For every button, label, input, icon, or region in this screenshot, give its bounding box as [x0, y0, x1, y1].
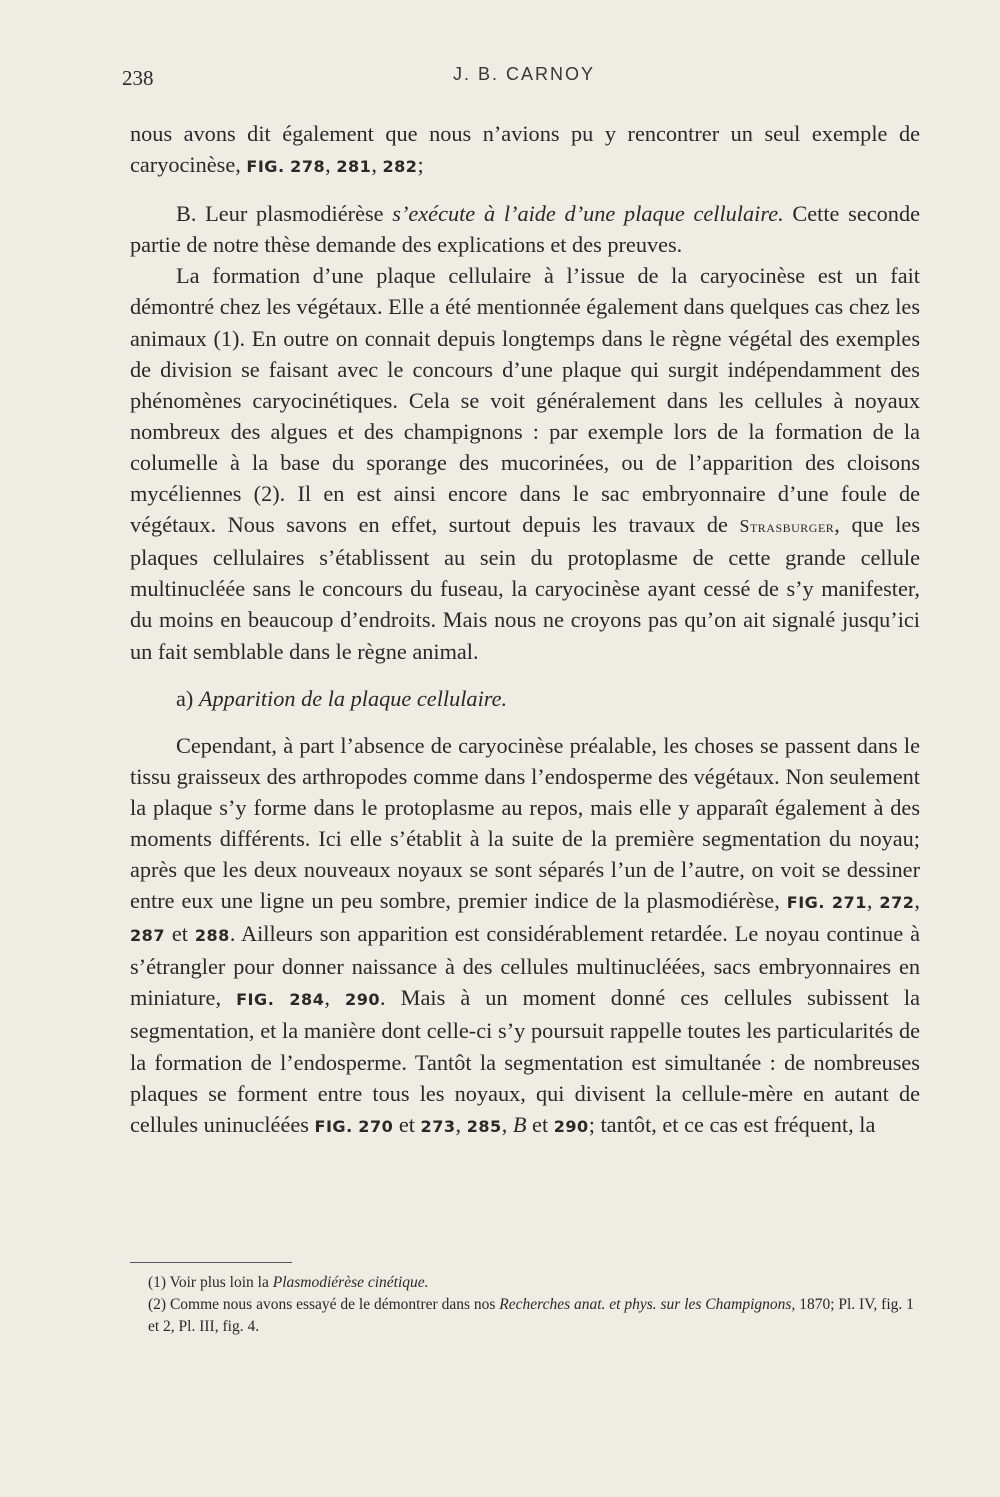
page-header: [122, 62, 920, 92]
text-run: . Mais à un moment donné ces cellules subissent la segmentation, et la manière dont celle-ci s’y poursuit rappelle toutes les particularités de la formation de l’endosperme. Tantôt la segmentation est simultanée : de nombreuses plaques se forment entre tous les noyaux, qui divisent la cellule-mère en autant de cellules uninucléées: [130, 985, 921, 1137]
main-text: [130, 118, 920, 1142]
emphasis-text: Recherches anat. et phys. sur les Champignons,: [499, 1296, 796, 1313]
footnote-2: [130, 1294, 920, 1338]
figure-number: 290: [345, 990, 381, 1010]
text-run: ,: [371, 152, 383, 178]
text-run: Comme nous avons essayé de le démontrer dans nos: [166, 1296, 500, 1313]
paragraph-apparition: [130, 730, 920, 1142]
figure-number: 273: [420, 1116, 456, 1136]
text-run: et: [526, 1111, 554, 1137]
figure-number: 282: [382, 157, 418, 177]
text-run: . Ailleurs son apparition est considérablement retardée. Le noyau continue à s’étrangler pour donner naissance à des cellules multinucléées, sacs embryonnaires en miniature,: [130, 921, 920, 1011]
text-run: Voir plus loin la: [166, 1274, 273, 1291]
text-run: , que les plaques cellulaires s’établissent au sein du protoplasme de cette grande cellule multinucléée sans le concours du fuseau, la caryocinèse ayant cessé de s’y manifester, du moins en beaucoup d’endroits. Mais nous ne croyons pas qu’on ait signalé jusqu’ici un fait semblable dans le règne animal.: [130, 512, 920, 664]
text-run: nous avons dit également que nous n’avions pu y rencontrer un seul exemple de caryocinèse,: [130, 121, 920, 178]
paragraph-cell-plate: [130, 260, 920, 666]
paragraph-thesis-b: [130, 198, 920, 260]
page-number: 238: [122, 66, 154, 90]
text-run: ,: [455, 1111, 467, 1137]
figure-number: 270: [358, 1116, 394, 1136]
section-title: Apparition de la plaque cellulaire.: [198, 685, 508, 711]
text-run: ;: [417, 152, 424, 178]
figure-number: 272: [879, 893, 915, 913]
paragraph-continued: [130, 118, 920, 182]
text-run: ; tantôt, et ce cas est fréquent, la: [588, 1111, 876, 1137]
section-label: a): [176, 685, 199, 711]
spacer: [130, 182, 920, 198]
footnotes: [130, 1272, 920, 1338]
text-run: 1870; Pl. IV, fig. 1 et 2, Pl. III, fig. 4.: [148, 1296, 914, 1335]
figure-ref-label: FIG.: [786, 893, 825, 913]
text-run: ,: [501, 1111, 513, 1137]
text-run: ,: [914, 888, 920, 914]
figure-number: 284: [289, 990, 325, 1010]
figure-number: 271: [831, 893, 867, 913]
figure-number: 290: [553, 1116, 589, 1136]
spacer: [130, 667, 920, 683]
footnote-marker: (1): [148, 1274, 167, 1291]
figure-number: 287: [130, 926, 165, 946]
text-run: Cette seconde partie de notre thèse demande des explications et des preuves.: [130, 201, 920, 258]
emphasis-text: s’exécute à l’aide d’une plaque cellulaire.: [392, 201, 784, 227]
figure-number: 285: [466, 1116, 502, 1136]
text-run: et: [165, 921, 195, 947]
figure-number: 281: [336, 157, 372, 177]
figure-ref-label: FIG.: [314, 1116, 353, 1136]
spacer: [130, 714, 920, 730]
section-heading: [130, 683, 920, 714]
emphasis-text: B: [512, 1111, 527, 1137]
running-head: J. B. CARNOY: [452, 64, 596, 84]
footnote-1: [130, 1272, 920, 1294]
text-run: B. Leur plasmodiérèse: [176, 201, 393, 227]
text-run: ,: [324, 985, 346, 1011]
emphasis-text: Plasmodiérèse cinétique.: [272, 1274, 429, 1291]
author-name: Strasburger: [739, 516, 835, 537]
text-run: ,: [325, 152, 337, 178]
text-run: ,: [866, 888, 880, 914]
text-run: et: [393, 1111, 421, 1137]
figure-number: 278: [290, 157, 326, 177]
text-run: La formation d’une plaque cellulaire à l’issue de la caryocinèse est un fait démontré chez les végétaux. Elle a été mentionnée également dans quelques cas chez les animaux (1). En outre on connait depuis longtemps dans le règne végétal des exemples de division se faisant avec le concours d’une plaque qui surgit indépendamment des phénomènes caryocinétiques. Cela se voit généralement dans les cellules à noyaux nombreux des algues et des champignons : par exemple lors de la formation de la columelle à la base du sporange des mucorinées, ou de l’apparition des cloisons mycéliennes (2). Il en est ainsi encore dans le sac embryonnaire d’une foule de végétaux. Nous savons en effet, surtout depuis les travaux de: [130, 263, 920, 538]
figure-ref-label: FIG.: [236, 990, 275, 1010]
footnote-marker: (2): [148, 1296, 167, 1313]
figure-number: 288: [194, 926, 230, 946]
figure-ref-label: FIG.: [246, 157, 285, 177]
text-run: Cependant, à part l’absence de caryocinèse préalable, les choses se passent dans le tissu graisseux des arthropodes comme dans l’endosperme des végétaux. Non seulement la plaque s’y forme dans le protoplasme au repos, mais elle y apparaît également à des moments différents. Ici elle s’établit à la suite de la première segmentation du noyau; après que les deux nouveaux noyaux se sont séparés l’un de l’autre, on voit se dessiner entre eux une ligne un peu sombre, premier indice de la plasmodiérèse,: [130, 732, 920, 914]
footnote-divider: [130, 1262, 292, 1263]
